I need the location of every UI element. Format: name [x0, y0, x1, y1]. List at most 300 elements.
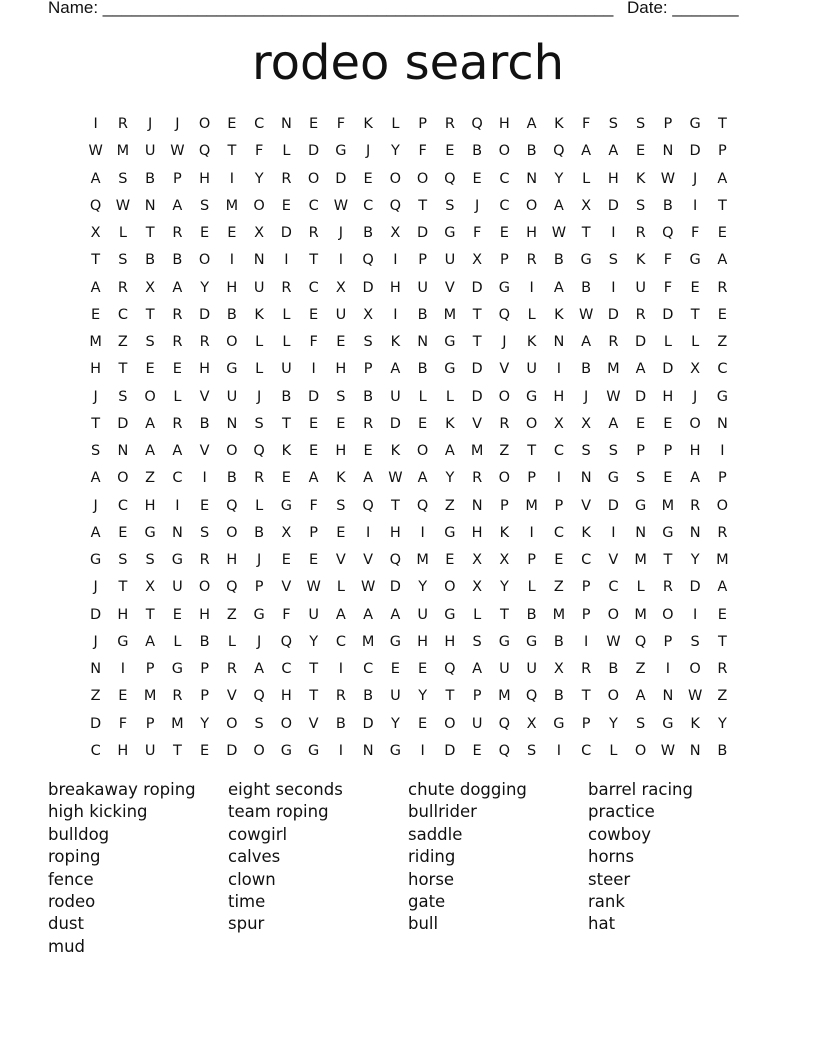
word-list-item: gate	[408, 891, 446, 911]
grid-cell: G	[662, 524, 674, 541]
grid-cell: D	[308, 388, 320, 405]
grid-cell: B	[553, 688, 564, 705]
grid-cell: V	[472, 415, 483, 432]
letter-grid	[82, 111, 736, 765]
grid-cell: E	[227, 116, 237, 132]
grid-cell: E	[200, 742, 210, 759]
name-field[interactable]: Name: ______________________________________________________	[48, 0, 614, 17]
grid-cell: Q	[416, 497, 429, 514]
grid-cell: D	[471, 279, 483, 296]
grid-cell: C	[553, 443, 564, 459]
grid-cell: J	[93, 497, 98, 514]
grid-cell: A	[417, 470, 428, 487]
grid-cell: Y	[418, 579, 428, 596]
grid-cell: P	[554, 497, 564, 514]
grid-cell: S	[636, 197, 646, 214]
grid-cell: D	[389, 415, 401, 432]
grid-cell: F	[690, 225, 700, 241]
grid-cell: B	[662, 197, 673, 214]
grid-cell: Y	[445, 470, 455, 487]
grid-cell: R	[363, 415, 374, 432]
grid-cell: S	[608, 116, 618, 132]
grid-cell: S	[118, 552, 128, 568]
grid-cell: E	[472, 742, 482, 759]
grid-cell: M	[552, 606, 566, 623]
word-list-item: time	[228, 891, 266, 911]
grid-cell: R	[717, 661, 728, 677]
grid-cell: M	[171, 715, 184, 732]
grid-cell: X	[281, 524, 292, 541]
grid-cell: E	[663, 415, 673, 432]
grid-cell: V	[199, 443, 210, 459]
grid-cell: V	[581, 497, 592, 514]
grid-cell: A	[444, 443, 455, 459]
grid-cell: I	[611, 225, 616, 241]
grid-cell: Q	[498, 306, 511, 323]
grid-cell: N	[689, 524, 701, 541]
grid-cell: F	[336, 116, 346, 132]
grid-cell: R	[172, 306, 183, 323]
grid-cell: P	[173, 170, 182, 187]
grid-cell: N	[526, 170, 538, 187]
grid-cell: L	[282, 334, 291, 350]
grid-cell: P	[663, 443, 673, 459]
grid-cell: E	[309, 443, 319, 459]
word-list	[48, 779, 788, 958]
grid-cell: D	[335, 170, 347, 187]
grid-cell: U	[444, 252, 456, 269]
grid-cell: E	[172, 361, 182, 378]
grid-cell: E	[309, 306, 319, 323]
grid-cell: Q	[498, 742, 511, 759]
grid-cell: S	[690, 633, 700, 650]
grid-cell: G	[444, 524, 456, 541]
grid-cell: C	[363, 661, 374, 677]
grid-cell: P	[472, 688, 482, 705]
grid-cell: I	[284, 252, 289, 269]
grid-cell: Z	[553, 579, 564, 596]
grid-cell: A	[308, 470, 319, 487]
grid-cell: H	[498, 116, 510, 132]
grid-cell: H	[199, 170, 211, 187]
grid-cell: E	[445, 552, 455, 568]
grid-cell: K	[390, 443, 401, 459]
grid-cell: V	[226, 688, 237, 705]
grid-cell: A	[390, 361, 401, 378]
grid-cell: O	[198, 579, 211, 596]
grid-cell: B	[226, 306, 237, 323]
word-list-item: bullrider	[408, 802, 477, 822]
grid-cell: B	[608, 661, 619, 677]
grid-cell: S	[254, 715, 264, 732]
grid-cell: C	[499, 170, 510, 187]
grid-cell: A	[526, 116, 537, 132]
grid-cell: S	[445, 197, 455, 214]
grid-cell: I	[338, 742, 344, 759]
grid-cell: W	[88, 143, 103, 160]
grid-cell: A	[635, 688, 646, 705]
grid-cell: R	[281, 170, 292, 187]
grid-cell: I	[338, 252, 344, 269]
grid-cell: Z	[635, 661, 646, 677]
grid-cell: Q	[362, 252, 374, 269]
grid-cell: Q	[362, 497, 374, 514]
grid-cell: N	[716, 415, 728, 432]
grid-cell: T	[581, 688, 591, 705]
grid-cell: P	[636, 443, 645, 459]
grid-cell: Q	[253, 688, 265, 705]
grid-cell: O	[716, 497, 729, 514]
grid-cell: L	[527, 306, 536, 323]
grid-cell: T	[418, 197, 428, 214]
grid-cell: S	[472, 633, 482, 650]
grid-cell: X	[363, 306, 374, 323]
grid-cell: J	[502, 334, 507, 350]
grid-cell: C	[90, 742, 101, 759]
grid-cell: T	[690, 306, 700, 323]
grid-cell: A	[145, 443, 156, 459]
grid-cell: B	[281, 388, 292, 405]
grid-cell: G	[689, 116, 701, 132]
grid-cell: T	[717, 116, 727, 132]
grid-cell: E	[363, 443, 373, 459]
grid-cell: I	[365, 524, 371, 541]
grid-cell: G	[580, 252, 592, 269]
grid-cell: T	[145, 225, 155, 241]
grid-cell: Y	[499, 579, 509, 596]
grid-cell: E	[336, 415, 346, 432]
grid-cell: F	[254, 143, 264, 160]
grid-cell: N	[253, 252, 265, 269]
grid-cell: K	[390, 334, 401, 350]
grid-cell: O	[662, 606, 674, 623]
grid-cell: H	[417, 633, 429, 650]
grid-cell: B	[581, 361, 592, 378]
word-list-item: barrel racing	[588, 780, 693, 799]
grid-cell: N	[226, 415, 238, 432]
grid-cell: G	[171, 661, 183, 677]
grid-cell: I	[175, 497, 180, 514]
grid-cell: L	[227, 633, 236, 650]
word-list-item: practice	[588, 802, 655, 822]
grid-cell: R	[117, 279, 128, 296]
grid-cell: P	[500, 497, 509, 514]
grid-cell: X	[145, 579, 156, 596]
grid-cell: Z	[717, 688, 728, 705]
grid-cell: K	[581, 524, 591, 541]
grid-cell: B	[335, 715, 346, 732]
grid-cell: D	[471, 361, 483, 378]
grid-cell: C	[172, 470, 183, 487]
grid-cell: I	[420, 742, 425, 759]
grid-cell: B	[553, 633, 564, 650]
grid-cell: R	[499, 415, 510, 432]
grid-cell: R	[199, 334, 210, 350]
grid-cell: D	[607, 197, 619, 214]
grid-cell: A	[608, 415, 619, 432]
grid-cell: F	[418, 143, 427, 160]
grid-cell: N	[635, 524, 647, 541]
grid-cell: E	[91, 306, 101, 323]
grid-cell: U	[144, 143, 156, 160]
grid-cell: Z	[117, 334, 128, 350]
grid-cell: S	[118, 388, 128, 405]
grid-cell: G	[253, 606, 265, 623]
grid-cell: Y	[309, 633, 319, 650]
grid-cell: G	[553, 715, 565, 732]
grid-cell: V	[308, 715, 319, 732]
grid-cell: M	[525, 497, 538, 514]
grid-cell: L	[418, 388, 427, 405]
grid-cell: C	[308, 279, 319, 296]
grid-cell: E	[309, 116, 319, 132]
grid-cell: X	[553, 415, 564, 432]
grid-cell: L	[445, 388, 454, 405]
grid-cell: E	[336, 334, 346, 350]
grid-cell: Y	[200, 279, 210, 296]
grid-cell: G	[444, 334, 456, 350]
grid-cell: H	[335, 361, 347, 378]
grid-cell: X	[390, 225, 401, 241]
grid-cell: L	[255, 497, 264, 514]
grid-cell: G	[716, 388, 728, 405]
grid-cell: T	[663, 552, 673, 568]
grid-cell: Q	[525, 688, 538, 705]
grid-cell: U	[390, 688, 401, 705]
grid-cell: V	[199, 388, 210, 405]
grid-cell: T	[472, 306, 482, 323]
grid-cell: A	[608, 143, 619, 160]
grid-cell: H	[553, 388, 565, 405]
grid-cell: Q	[198, 143, 211, 160]
grid-cell: I	[529, 279, 534, 296]
grid-cell: H	[144, 497, 156, 514]
grid-cell: G	[607, 470, 619, 487]
grid-cell: G	[144, 524, 156, 541]
grid-cell: R	[199, 552, 210, 568]
grid-cell: I	[611, 524, 616, 541]
grid-cell: M	[89, 334, 102, 350]
grid-cell: W	[170, 143, 185, 160]
grid-cell: B	[472, 143, 483, 160]
grid-cell: R	[226, 661, 237, 677]
grid-cell: I	[529, 524, 534, 541]
grid-cell: Y	[390, 143, 400, 160]
grid-cell: T	[145, 606, 155, 623]
grid-cell: K	[635, 170, 646, 187]
grid-cell: L	[691, 334, 700, 350]
grid-cell: F	[282, 606, 291, 623]
grid-cell: P	[418, 252, 427, 269]
grid-cell: F	[118, 715, 128, 732]
grid-cell: O	[416, 170, 429, 187]
grid-cell: G	[389, 742, 401, 759]
grid-cell: H	[226, 552, 238, 568]
grid-cell: P	[254, 579, 264, 596]
grid-cell: K	[554, 306, 564, 323]
grid-cell: E	[663, 470, 673, 487]
grid-cell: M	[661, 497, 675, 514]
grid-cell: T	[281, 415, 291, 432]
grid-cell: J	[93, 579, 98, 596]
grid-cell: L	[527, 579, 536, 596]
word-list-item: breakaway roping	[48, 780, 196, 799]
grid-cell: W	[606, 388, 621, 405]
grid-cell: P	[500, 252, 509, 269]
grid-cell: S	[200, 197, 210, 214]
word-list-item: cowboy	[588, 824, 651, 844]
grid-cell: P	[200, 661, 209, 677]
word-list-item: bull	[408, 914, 439, 934]
grid-cell: Y	[390, 715, 400, 732]
grid-cell: D	[90, 606, 102, 623]
grid-cell: O	[144, 388, 156, 405]
grid-cell: G	[171, 552, 183, 568]
grid-cell: K	[554, 116, 564, 132]
grid-cell: H	[335, 443, 347, 459]
grid-cell: P	[527, 552, 536, 568]
grid-cell: H	[226, 279, 238, 296]
grid-cell: O	[307, 170, 320, 187]
grid-cell: O	[280, 715, 293, 732]
grid-cell: F	[581, 116, 591, 132]
grid-cell: P	[581, 579, 591, 596]
grid-cell: D	[635, 388, 647, 405]
grid-cell: Q	[662, 225, 674, 241]
grid-cell: I	[556, 361, 562, 378]
grid-cell: R	[281, 279, 292, 296]
grid-cell: M	[634, 552, 647, 568]
grid-cell: R	[581, 661, 592, 677]
grid-cell: B	[363, 225, 374, 241]
grid-cell: R	[472, 470, 483, 487]
grid-cell: Y	[690, 552, 700, 568]
grid-cell: L	[391, 116, 400, 132]
grid-cell: I	[202, 470, 207, 487]
grid-cell: V	[499, 361, 510, 378]
page-title: rodeo search	[251, 35, 565, 91]
word-list-item: eight seconds	[228, 780, 343, 799]
grid-cell: J	[256, 633, 262, 650]
grid-cell: W	[333, 197, 349, 214]
grid-cell: U	[526, 361, 537, 378]
grid-cell: I	[583, 633, 589, 650]
grid-cell: I	[556, 470, 562, 487]
grid-cell: A	[717, 579, 728, 596]
grid-cell: A	[172, 443, 183, 459]
grid-cell: G	[90, 552, 102, 568]
grid-cell: A	[254, 661, 265, 677]
grid-cell: E	[472, 170, 482, 187]
grid-cell: S	[254, 415, 264, 432]
grid-cell: X	[145, 279, 156, 296]
grid-cell: L	[609, 742, 618, 759]
grid-cell: Y	[418, 688, 428, 705]
grid-cell: Q	[444, 661, 456, 677]
grid-cell: A	[90, 524, 101, 541]
grid-cell: Q	[634, 633, 647, 650]
word-list-item: team roping	[228, 802, 329, 822]
grid-cell: E	[172, 606, 182, 623]
grid-cell: F	[663, 252, 673, 269]
grid-cell: P	[663, 633, 673, 650]
grid-cell: C	[308, 197, 319, 214]
grid-cell: L	[282, 143, 291, 160]
grid-cell: T	[309, 252, 319, 269]
grid-cell: R	[308, 225, 319, 241]
grid-cell: B	[417, 306, 428, 323]
grid-cell: Y	[608, 715, 618, 732]
grid-cell: B	[145, 170, 156, 187]
grid-cell: O	[198, 116, 211, 132]
grid-cell: N	[662, 143, 674, 160]
grid-cell: W	[360, 579, 376, 596]
grid-cell: T	[581, 225, 591, 241]
grid-cell: J	[93, 388, 98, 405]
grid-cell: A	[581, 143, 592, 160]
grid-cell: P	[200, 688, 209, 705]
grid-cell: N	[90, 661, 102, 677]
grid-cell: U	[526, 661, 537, 677]
grid-cell: D	[308, 143, 320, 160]
grid-cell: Q	[280, 633, 293, 650]
grid-cell: Y	[254, 170, 264, 187]
grid-cell: J	[474, 197, 480, 214]
grid-cell: E	[227, 225, 237, 241]
word-list-item: rodeo	[48, 891, 96, 911]
grid-cell: D	[635, 334, 647, 350]
grid-cell: G	[526, 388, 538, 405]
grid-cell: K	[690, 715, 700, 732]
grid-cell: A	[172, 279, 183, 296]
date-field[interactable]: Date: _______	[627, 0, 739, 17]
grid-cell: M	[225, 197, 239, 214]
grid-cell: S	[200, 524, 210, 541]
grid-cell: L	[173, 388, 182, 405]
word-list-item: chute dogging	[408, 780, 527, 799]
grid-cell: E	[281, 552, 291, 568]
grid-cell: A	[690, 470, 701, 487]
grid-cell: Q	[389, 552, 402, 568]
grid-cell: D	[226, 742, 238, 759]
word-list-item: mud	[48, 936, 86, 956]
word-list-item: calves	[228, 847, 281, 867]
grid-cell: A	[90, 470, 101, 487]
grid-cell: R	[172, 334, 183, 350]
grid-cell: M	[607, 361, 620, 378]
grid-cell: C	[254, 116, 265, 132]
grid-cell: G	[280, 742, 292, 759]
grid-cell: Y	[200, 715, 210, 732]
grid-cell: L	[582, 170, 591, 187]
grid-cell: G	[444, 225, 456, 241]
grid-cell: T	[309, 688, 319, 705]
grid-cell: B	[226, 470, 237, 487]
grid-cell: H	[662, 388, 674, 405]
grid-cell: U	[308, 606, 319, 623]
grid-cell: F	[663, 279, 673, 296]
grid-cell: R	[690, 497, 701, 514]
grid-cell: F	[309, 334, 318, 350]
grid-cell: B	[199, 633, 210, 650]
grid-cell: X	[553, 661, 564, 677]
grid-cell: D	[689, 579, 701, 596]
grid-cell: A	[717, 170, 728, 187]
word-list-item: horns	[588, 847, 635, 867]
grid-cell: R	[117, 116, 128, 132]
grid-cell: I	[338, 661, 344, 677]
grid-cell: O	[117, 470, 129, 487]
